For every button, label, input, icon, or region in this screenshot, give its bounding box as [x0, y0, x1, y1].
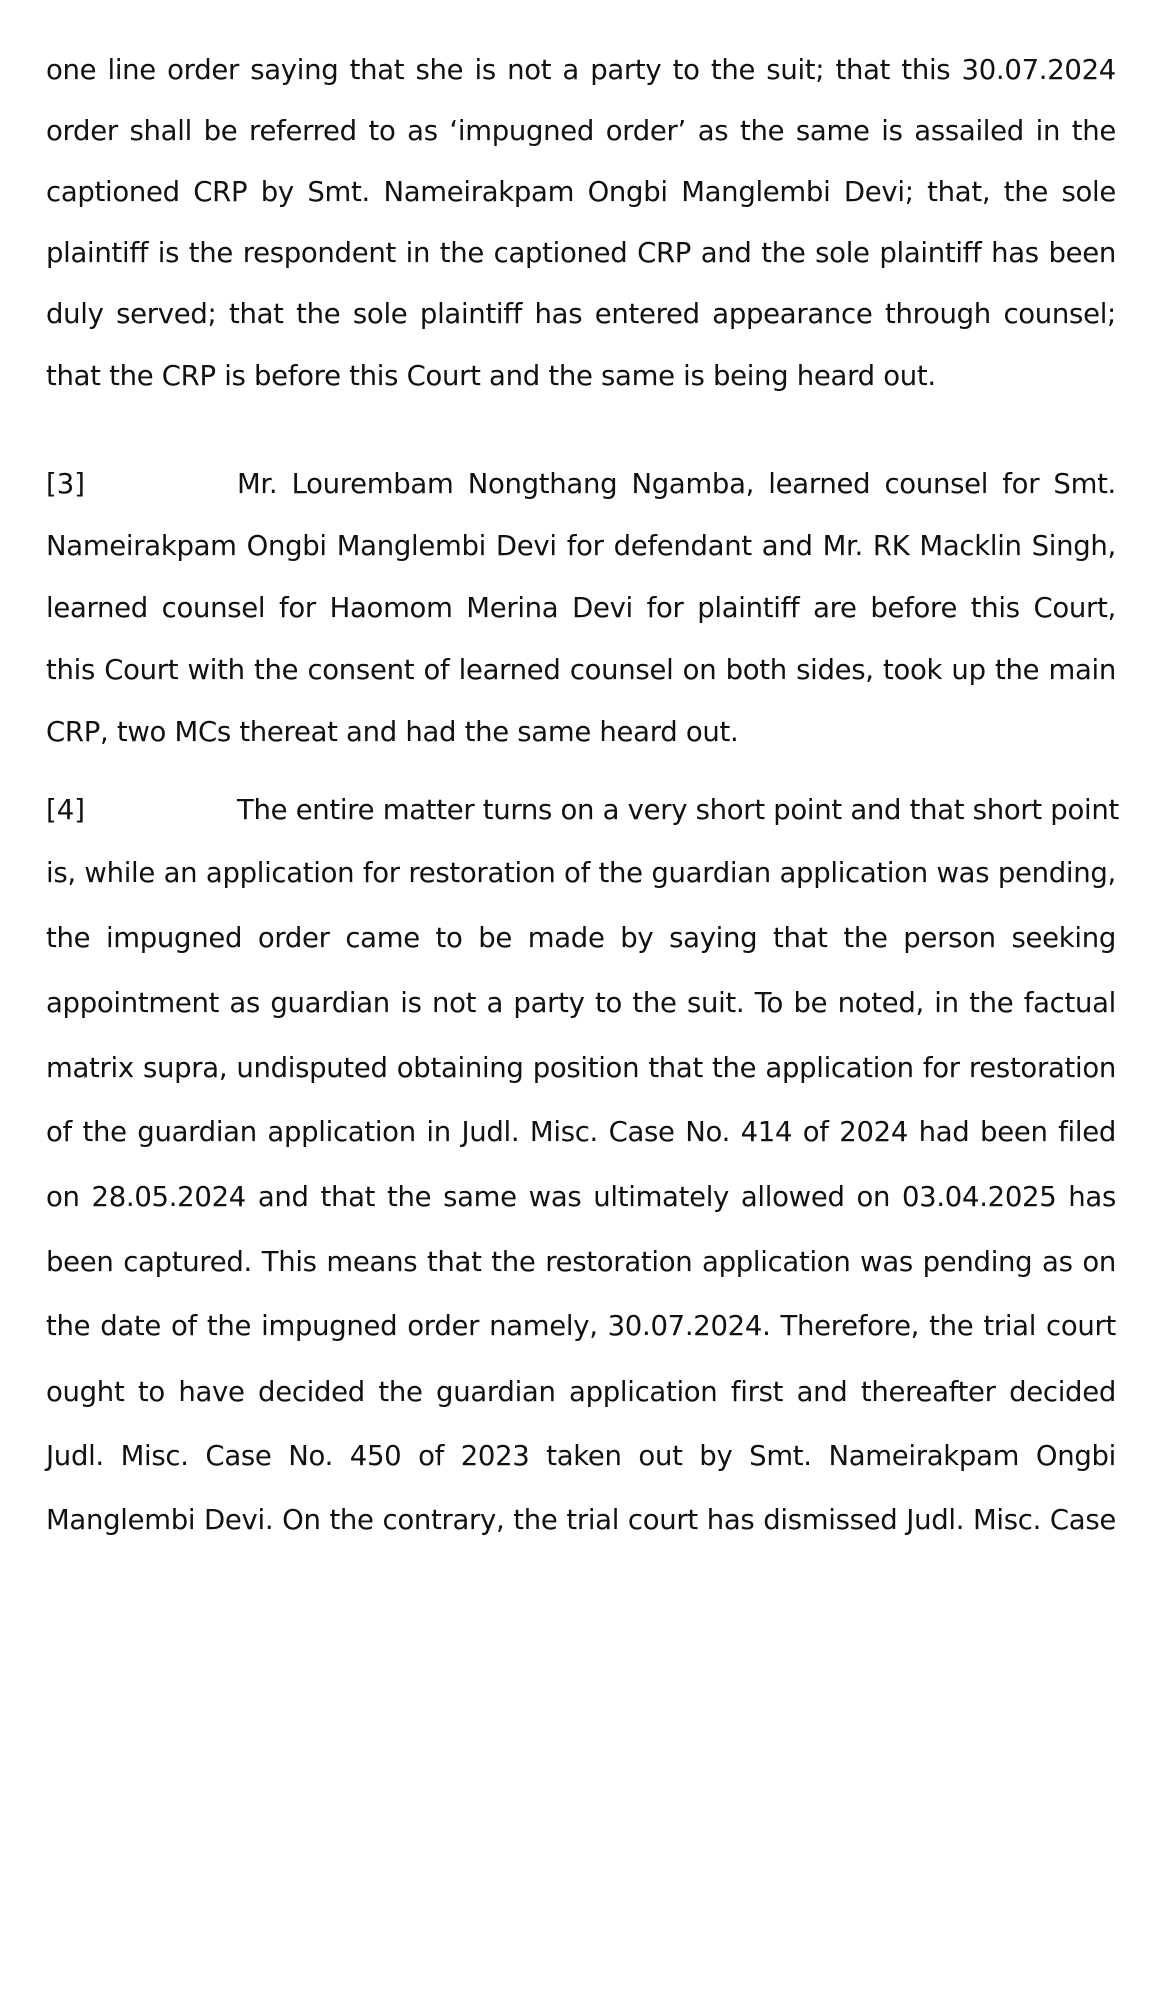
- paragraph-first-line: Mr. Lourembam Nongthang Ngamba, learned counsel for Smt.: [237, 468, 1116, 500]
- paragraph-first-line: The entire matter turns on a very short point and that short point: [237, 794, 1119, 826]
- text-line: CRP, two MCs thereat and had the same heard out.: [46, 716, 739, 748]
- text-line: Nameirakpam Ongbi Manglembi Devi for defendant and Mr. RK Macklin Singh,: [46, 530, 1116, 562]
- text-line: ought to have decided the guardian application first and thereafter decided: [46, 1376, 1116, 1408]
- text-line: order shall be referred to as ‘impugned order’ as the same is assailed in the: [46, 115, 1116, 147]
- text-line: plaintiff is the respondent in the captioned CRP and the sole plaintiff has been: [46, 237, 1116, 269]
- paragraph-number: [4]: [46, 794, 85, 826]
- paragraph-number: [3]: [46, 468, 85, 500]
- text-line: matrix supra, undisputed obtaining position that the application for restoration: [46, 1052, 1116, 1084]
- text-line: on 28.05.2024 and that the same was ultimately allowed on 03.04.2025 has: [46, 1181, 1116, 1213]
- text-line: is, while an application for restoration of the guardian application was pending,: [46, 857, 1116, 889]
- text-line: that the CRP is before this Court and the same is being heard out.: [46, 360, 936, 392]
- text-line: been captured. This means that the restoration application was pending as on: [46, 1246, 1116, 1278]
- text-line: appointment as guardian is not a party to the suit. To be noted, in the factual: [46, 987, 1116, 1019]
- text-line: this Court with the consent of learned counsel on both sides, took up the main: [46, 654, 1116, 686]
- text-line: Manglembi Devi. On the contrary, the trial court has dismissed Judl. Misc. Case: [46, 1504, 1116, 1536]
- text-line: one line order saying that she is not a party to the suit; that this 30.07.2024: [46, 54, 1116, 86]
- text-line: duly served; that the sole plaintiff has entered appearance through counsel;: [46, 298, 1116, 330]
- text-line: captioned CRP by Smt. Nameirakpam Ongbi Manglembi Devi; that, the sole: [46, 176, 1116, 208]
- text-line: learned counsel for Haomom Merina Devi for plaintiff are before this Court,: [46, 592, 1116, 624]
- text-line: the date of the impugned order namely, 30.07.2024. Therefore, the trial court: [46, 1310, 1116, 1342]
- text-line: Judl. Misc. Case No. 450 of 2023 taken out by Smt. Nameirakpam Ongbi: [46, 1440, 1116, 1472]
- text-line: the impugned order came to be made by saying that the person seeking: [46, 922, 1116, 954]
- text-line: of the guardian application in Judl. Misc. Case No. 414 of 2024 had been filed: [46, 1116, 1116, 1148]
